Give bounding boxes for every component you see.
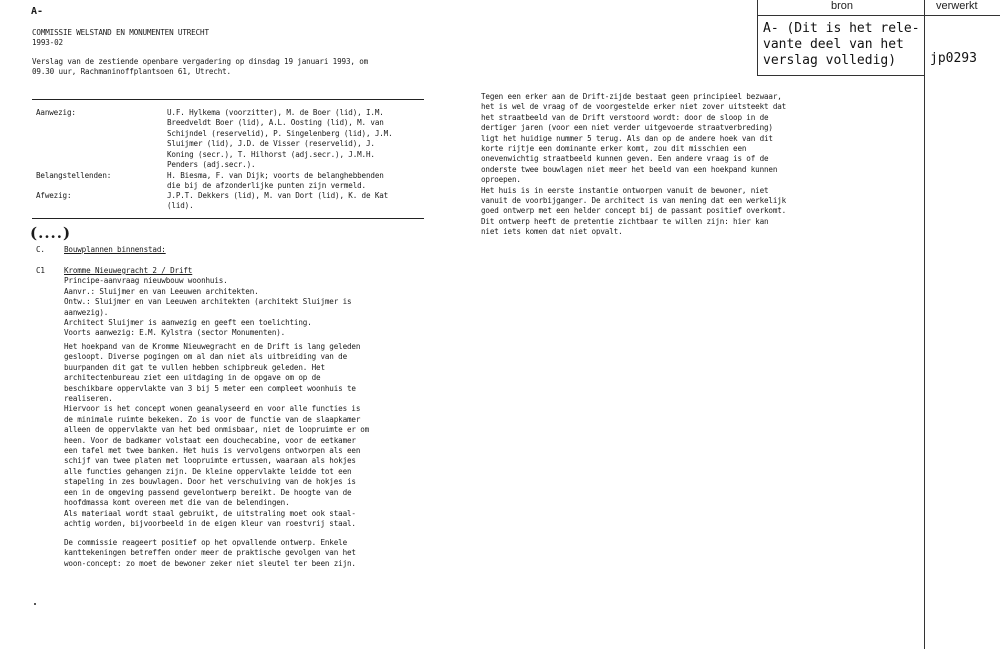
present-label: Aanwezig:: [36, 108, 76, 117]
item-number: C1: [36, 266, 45, 275]
body-line: goed ontwerp met een helder concept bij de passant positief overkomt.: [481, 206, 787, 216]
body-line: gesloopt. Diverse pogingen om al dan niet als uitbreiding van de: [64, 352, 347, 362]
item-title: Kromme Nieuwegracht 2 / Drift: [64, 266, 193, 275]
item-line: Principe-aanvraag nieuwbouw woonhuis.: [64, 276, 228, 286]
section-c-number: C.: [36, 245, 45, 254]
body-line: oproepen.: [481, 175, 521, 185]
panel-left-border: [757, 0, 758, 75]
interested-list: [167, 171, 384, 192]
body-line: heen. Voor de badkamer volstaat een douchecabine, voor de eetkamer: [64, 435, 356, 445]
body-line: onevenwichtig straatbeeld kunnen geven. Een andere vraag is of de: [481, 154, 769, 164]
section-c-title: Bouwplannen binnenstad:: [64, 245, 166, 254]
body-paragraph-2: [64, 538, 356, 569]
body-line: De commissie reageert positief op het opvallende ontwerp. Enkele: [64, 538, 347, 547]
body-line: realiseren.: [64, 394, 113, 404]
item-line: Aanvr.: Sluijmer en van Leeuwen architekten.: [64, 286, 259, 296]
item-line: Ontw.: Sluijmer en van Leeuwen architekten (architekt Sluijmer is: [64, 297, 352, 307]
panel-column-divider: [924, 0, 925, 649]
body-line: hoofdmassa komt overeen met die van de belendingen.: [64, 498, 290, 508]
verwerkt-code: jp0293: [930, 51, 977, 66]
body-line: kanttekeningen betreffen onder meer de praktische gevolgen van het: [64, 548, 356, 558]
intro-line: 09.30 uur, Rachmaninoffplantsoen 61, Utrecht.: [32, 67, 231, 77]
body-line: achtig worden, bijvoorbeeld in de eigen kleur van roestvrij staal.: [64, 518, 356, 528]
doc-heading: [32, 28, 209, 49]
page-speck: [34, 603, 36, 605]
body-line: Dit ontwerp heeft de pretentie zichtbaar te willen zijn: hier kan: [481, 216, 769, 226]
body-line: het straatbeeld van de Drift verstoord wordt: door de sloop in de: [481, 112, 769, 122]
body-paragraph-1: [64, 342, 369, 529]
body-line: het is wel de vraag of de voorgestelde erker niet zover uitsteekt dat: [481, 102, 787, 112]
body-line: alle functies gehangen zijn. De kleine oppervlakte leidde tot een: [64, 466, 352, 476]
bron-header: bron: [831, 0, 854, 12]
present-list: [167, 108, 393, 170]
divider: [32, 99, 424, 100]
body-line: woon-concept: zo moet de bewoner zeker niet sleutel ter been zijn.: [64, 558, 356, 568]
present-line: Penders (adj.secr.).: [167, 160, 256, 170]
absent-line: J.P.T. Dekkers (lid), M. van Dort (lid), K. de Kat: [167, 191, 389, 200]
body-line: niet iets komen dat niet opvalt.: [481, 227, 623, 237]
interested-label: Belangstellenden:: [36, 171, 112, 180]
body-line: buurpanden dit gat te vullen hebben schipbreuk geleden. Het: [64, 362, 325, 372]
divider: [32, 218, 424, 219]
item-line: Voorts aanwezig: E.M. Kylstra (sector Monumenten).: [64, 328, 286, 338]
bron-note: A- (Dit is het rele- vante deel van het verslag volledig): [763, 21, 920, 68]
meeting-ref: 1993-02: [32, 38, 63, 48]
absent-list: [167, 191, 388, 212]
body-line: ligt het huidige nummer 5 terug. Als dan op de andere hoek van dit: [481, 133, 773, 143]
present-line: Sluijmer (lid), J.D. de Visser (reservelid), J.: [167, 139, 375, 149]
absent-line: (lid).: [167, 201, 194, 211]
panel-bottom-rule: [757, 75, 924, 76]
intro-text: [32, 57, 368, 78]
interested-line: H. Biesma, F. van Dijk; voorts de belanghebbenden: [167, 171, 384, 180]
absent-label: Afwezig:: [36, 191, 72, 200]
body-line: onderste twee bouwlagen niet meer het beeld van een hoekpand kunnen: [481, 164, 778, 174]
body-line: een in de omgeving passend gevelontwerp bereikt. De hoogte van de: [64, 487, 352, 497]
item-block: [64, 266, 351, 339]
body-line: stapeling in zes bouwlagen. Door het verschuiving van de hokjes is: [64, 477, 356, 487]
present-line: Koning (secr.), T. Hilhorst (adj.secr.), J.M.H.: [167, 149, 375, 159]
body-line: de minimale ruimte bekeken. Zo is voor de functie van de slaapkamer: [64, 414, 361, 424]
ellipsis-mark: (....): [30, 224, 72, 242]
body-line: Als materiaal wordt staal gebruikt, de uitstraling moet ook staal-: [64, 508, 356, 518]
body-line: vanuit de voorbijganger. De architect is van mening dat een werkelijk: [481, 196, 787, 206]
body-line: Het huis is in eerste instantie ontworpen vanuit de bewoner, niet: [481, 185, 769, 195]
item-line: aanwezig).: [64, 307, 109, 317]
commission-name: COMMISSIE WELSTAND EN MONUMENTEN UTRECHT: [32, 28, 209, 37]
interested-line: die bij de afzonderlijke punten zijn vermeld.: [167, 181, 366, 191]
item-line: Architect Sluijmer is aanwezig en geeft een toelichting.: [64, 318, 312, 328]
body-line: Hiervoor is het concept wonen geanalyseerd en voor alle functies is: [64, 404, 361, 414]
body-line: dertiger jaren (voor een niet verder uitgevoerde straatverbreding): [481, 123, 773, 133]
present-line: U.F. Hylkema (voorzitter), M. de Boer (lid), I.M.: [167, 108, 384, 117]
continuation-column: [481, 92, 786, 238]
body-line: Tegen een erker aan de Drift-zijde bestaat geen principieel bezwaar,: [481, 92, 782, 101]
body-line: een tafel met twee banken. Het huis is vervolgens ontworpen als een: [64, 446, 361, 456]
verwerkt-header: verwerkt: [936, 0, 978, 12]
body-line: beschikbare oppervlakte van 3 bij 5 meter een compleet woonhuis te: [64, 383, 356, 393]
body-line: schijf van twee platen met loopruimte ertussen, waaraan als hokjes: [64, 456, 356, 466]
body-line: architectenbureau ziet een uitdaging in de opgave om op de: [64, 373, 321, 383]
header-letter: A-: [31, 6, 44, 17]
body-line: korte rijtje een dominante erker komt, zou dit misschien een: [481, 144, 747, 154]
present-line: Schijndel (reservelid), P. Singelenberg (lid), J.M.: [167, 128, 393, 138]
panel-header-rule: [757, 15, 1000, 16]
intro-line: Verslag van de zestiende openbare vergadering op dinsdag 19 januari 1993, om: [32, 57, 369, 66]
body-line: alleen de oppervlakte van het bed onmisbaar, niet de loopruimte er om: [64, 425, 370, 435]
present-line: Breedveldt Boer (lid), A.L. Oosting (lid), M. van: [167, 118, 384, 128]
body-line: Het hoekpand van de Kromme Nieuwegracht en de Drift is lang geleden: [64, 342, 361, 351]
